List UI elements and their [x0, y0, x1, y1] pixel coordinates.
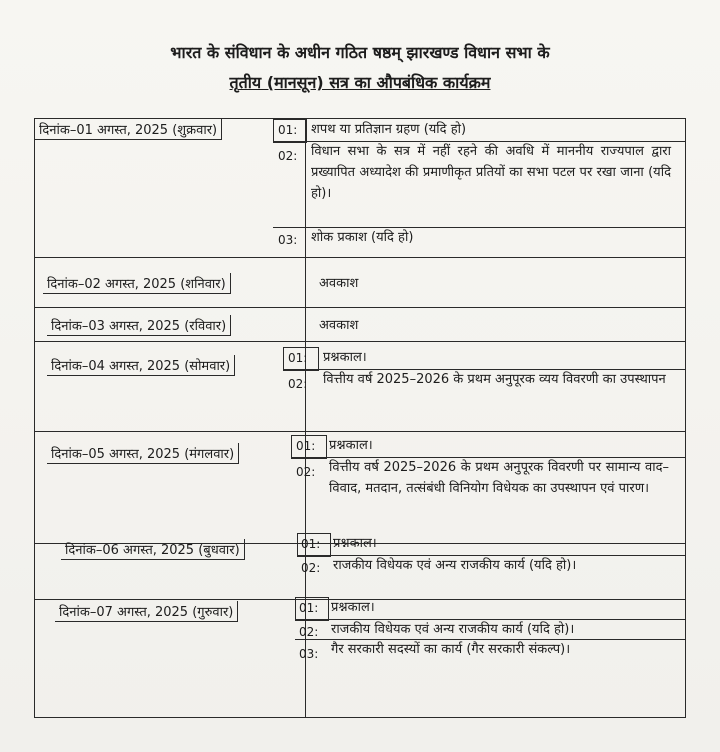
- title-line-1: भारत के संविधान के अधीन गठित षष्ठम् झारखण्ड विधान सभा के: [170, 43, 550, 62]
- day-4-item-1: प्रश्नकाल।: [323, 350, 367, 365]
- day-3-date: दिनांक–03 अगस्त, 2025 (रविवार): [47, 315, 231, 336]
- day-6-date: दिनांक–06 अगस्त, 2025 (बुधवार): [61, 539, 245, 560]
- day-5-item-1: प्रश्नकाल।: [329, 438, 373, 453]
- day-6-item-1: प्रश्नकाल।: [333, 536, 377, 551]
- day-2-date: दिनांक–02 अगस्त, 2025 (शनिवार): [43, 273, 231, 294]
- title-line-2: तृतीय (मानसून) सत्र का औपबंधिक कार्यक्रम: [229, 73, 491, 92]
- day-7-date: दिनांक–07 अगस्त, 2025 (गुरुवार): [55, 601, 238, 622]
- day-1-item-3: शोक प्रकाश (यदि हो): [311, 230, 414, 245]
- day-4-item-1-num: 01:: [288, 351, 308, 365]
- day-4-item-2-num: 02:: [288, 377, 308, 391]
- day-7-item-3-num: 03:: [299, 647, 319, 661]
- day-1-item-2: विधान सभा के सत्र में नहीं रहने की अवधि में माननीय राज्यपाल द्वारा प्रख्यापित अध्यादेश की प्रमाणीकृत प्रतियों का सभा पटल पर रखा जाना (यदि हो)।: [311, 144, 671, 201]
- day-7-item-3: गैर सरकारी सदस्यों का कार्य (गैर सरकारी संकल्प)।: [331, 642, 571, 657]
- day-1-item-3-num: 03:: [278, 233, 298, 247]
- day-1-item-2-num: 02:: [278, 149, 298, 163]
- day-4-date: दिनांक–04 अगस्त, 2025 (सोमवार): [47, 355, 235, 376]
- day-7-item-2-num: 02:: [299, 625, 319, 639]
- day-6-item-2-num: 02:: [301, 561, 321, 575]
- day-3-item: अवकाश: [319, 318, 359, 333]
- day-6-item-1-num: 01:: [301, 537, 321, 551]
- document-title: [60, 38, 660, 98]
- day-1-item-1: शपथ या प्रतिज्ञान ग्रहण (यदि हो): [311, 122, 467, 137]
- day-1-date: दिनांक–01 अगस्त, 2025 (शुक्रवार): [35, 119, 222, 140]
- day-1-item-1-num: 01:: [278, 123, 298, 137]
- day-5-date: दिनांक–05 अगस्त, 2025 (मंगलवार): [47, 443, 239, 464]
- day-5-item-2: वित्तीय वर्ष 2025–2026 के प्रथम अनुपूरक विवरणी पर सामान्य वाद–विवाद, मतदान, तत्संबंधी विनियोग विधेयक का उपस्थापन एवं पारण।: [329, 460, 669, 496]
- day-7-item-1: प्रश्नकाल।: [331, 600, 375, 615]
- day-2-item: अवकाश: [319, 276, 359, 291]
- day-6-item-2: राजकीय विधेयक एवं अन्य राजकीय कार्य (यदि हो)।: [333, 558, 577, 573]
- day-7-item-1-num: 01:: [299, 601, 319, 615]
- day-4-item-2: वित्तीय वर्ष 2025–2026 के प्रथम अनुपूरक व्यय विवरणी का उपस्थापन: [323, 372, 666, 387]
- schedule-table: [34, 118, 686, 718]
- day-7-item-2: राजकीय विधेयक एवं अन्य राजकीय कार्य (यदि हो)।: [331, 622, 575, 637]
- day-5-item-1-num: 01:: [296, 439, 316, 453]
- day-5-item-2-num: 02:: [296, 465, 316, 479]
